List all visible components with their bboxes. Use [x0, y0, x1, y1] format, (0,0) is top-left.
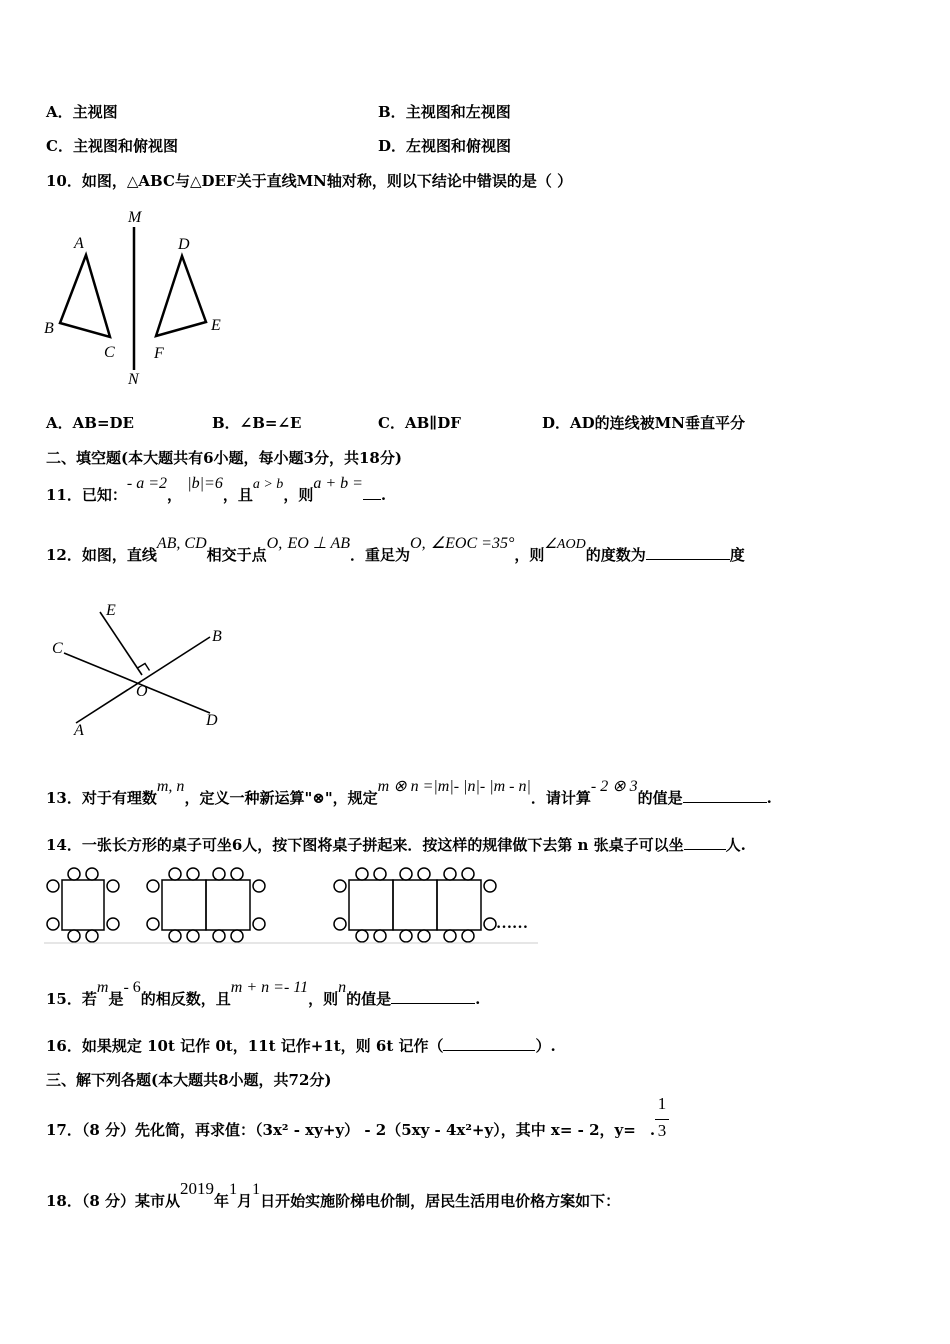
fraction-bar [655, 1119, 669, 1120]
continuation-dots: …… [496, 915, 528, 932]
q17: 17．（8 分）先化简，再求值：（3x² - xy+y） - 2（5xy - 4x²+y），其中 x= - 2，y= . [46, 1121, 656, 1139]
two-table-arrangement [147, 868, 265, 942]
q16: 16．如果规定 10t 记作 0t，11t 记作+1t，则 6t 记作（ ）. [46, 1037, 556, 1055]
label-e: E [211, 317, 221, 334]
q13: 13．对于有理数m, n，定义一种新运算"⊗"，规定m ⊗ n =|m|- |n|- |m - n|．请计算- 2 ⊗ 3的值是 . [46, 778, 772, 807]
q12: 12．如图，直线AB, CD相交于点O, EO ⊥ AB．重足为O, ∠EOC =35°，则∠AOD的度数为 度 [46, 535, 745, 564]
q15: 15．若m是- 6的相反数，且m + n =- 11，则n的值是 . [46, 979, 481, 1008]
label-b: B [212, 628, 222, 645]
option-d: D．左视图和俯视图 [378, 137, 512, 155]
label-d: D [178, 236, 190, 253]
triangle-def [156, 256, 206, 336]
fraction-denominator: 3 [657, 1121, 667, 1140]
option-c: C．主视图和俯视图 [46, 137, 178, 155]
label-n: N [128, 371, 139, 388]
q10-stem: 10．如图，△ABC与△DEF关于直线MN轴对称，则以下结论中错误的是（ ） [46, 172, 573, 190]
label-b: B [44, 320, 54, 337]
ray-oe [100, 612, 142, 675]
label-a: A [74, 235, 84, 252]
label-e: E [106, 602, 116, 619]
label-o: O [136, 683, 148, 700]
option-b: B．主视图和左视图 [378, 103, 511, 121]
three-table-arrangement [334, 868, 496, 942]
q10-option-b: B．∠B=∠E [212, 414, 302, 432]
q10-option-c: C．AB∥DF [378, 414, 461, 432]
fraction-numerator: 1 [657, 1094, 667, 1113]
q14-tables-figure [44, 866, 544, 946]
q11: 11．已知：- a =2， |b|=6，且a > b，则a + b =. [46, 475, 387, 504]
q10-figure [38, 200, 238, 390]
label-d: D [206, 712, 218, 729]
line-ab [76, 637, 210, 723]
q10-option-d: D．AD的连线被MN垂直平分 [542, 414, 745, 432]
label-m: M [128, 209, 142, 226]
one-table-arrangement [47, 868, 119, 942]
q14: 14．一张长方形的桌子可坐6人，按下图将桌子拼起来．按这样的规律做下去第 n 张桌子可以坐 人. [46, 836, 746, 854]
label-c: C [104, 344, 115, 361]
q18: 18．（8 分）某市从2019年1月1日开始实施阶梯电价制，居民生活用电价格方案如下： [46, 1179, 621, 1210]
label-c: C [52, 640, 63, 657]
triangle-abc [60, 255, 110, 337]
label-f: F [154, 345, 164, 362]
section-2-heading: 二、填空题(本大题共有6小题，每小题3分，共18分) [46, 449, 402, 467]
option-a: A．主视图 [46, 103, 118, 121]
q10-option-a: A．AB=DE [46, 414, 134, 432]
label-a: A [74, 722, 84, 739]
right-angle-mark [138, 664, 150, 671]
q12-figure [44, 595, 244, 745]
section-3-heading: 三、解下列各题(本大题共8小题，共72分) [46, 1071, 332, 1089]
